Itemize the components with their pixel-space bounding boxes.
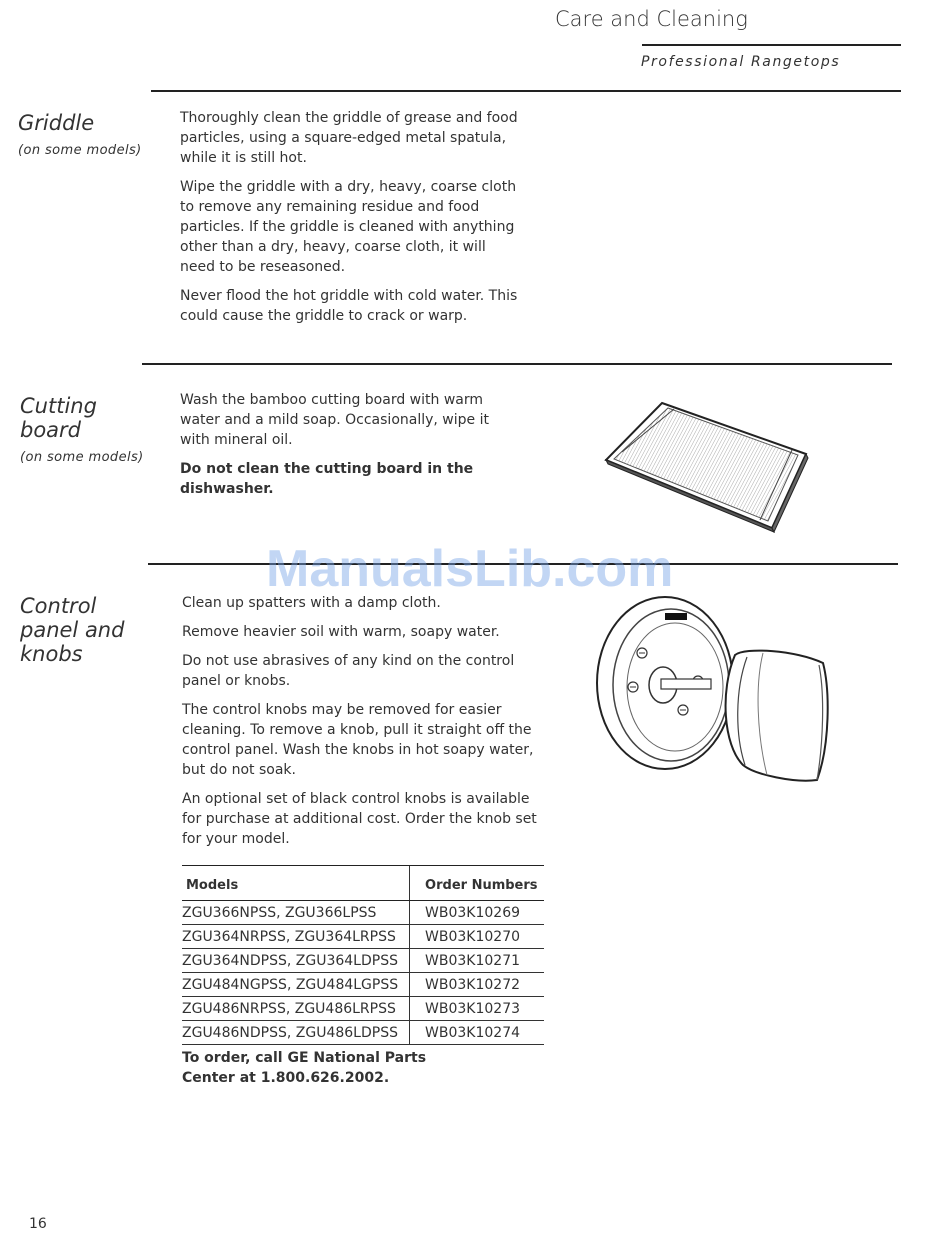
griddle-subtitle: (on some models)	[18, 143, 142, 158]
order-number-cell: WB03K10271	[410, 949, 544, 973]
table-row	[182, 901, 544, 925]
table-row	[182, 973, 544, 997]
order-number-cell: WB03K10273	[410, 997, 544, 1021]
griddle-body	[180, 108, 525, 335]
knob-order-table	[182, 865, 544, 1045]
column-header-models: Models	[182, 866, 410, 901]
model-cell: ZGU364NRPSS, ZGU364LRPSS	[182, 925, 410, 949]
order-number-cell: WB03K10274	[410, 1021, 544, 1045]
griddle-paragraph: Thoroughly clean the griddle of grease and food particles, using a square-edged metal spatula, while it is still hot.	[180, 110, 518, 166]
griddle-title: Griddle	[18, 111, 95, 135]
model-cell: ZGU366NPSS, ZGU366LPSS	[182, 901, 410, 925]
column-header-order-numbers: Order Numbers	[410, 866, 544, 901]
order-number-cell: WB03K10270	[410, 925, 544, 949]
cutting-board-warning: Do not clean the cutting board in the dishwasher.	[180, 461, 474, 497]
control-panel-paragraph: Clean up spatters with a damp cloth.	[182, 595, 441, 611]
table-row	[182, 949, 544, 973]
model-cell: ZGU486NDPSS, ZGU486LDPSS	[182, 1021, 410, 1045]
table-row	[182, 925, 544, 949]
header-subtitle: Professional Rangetops	[641, 54, 841, 70]
griddle-paragraph: Never flood the hot griddle with cold water. This could cause the griddle to crack or warp.	[180, 288, 518, 324]
section-rule-griddle	[142, 363, 892, 365]
table-row	[182, 997, 544, 1021]
control-knob-illustration	[595, 595, 830, 785]
control-panel-title: Control panel and knobs	[20, 594, 125, 666]
order-number-cell: WB03K10272	[410, 973, 544, 997]
table-row	[182, 1021, 544, 1045]
page-number: 16	[29, 1216, 47, 1232]
cutting-board-title: Cutting board	[20, 394, 97, 442]
control-panel-paragraph: An optional set of black control knobs is available for purchase at additional cost. Order the knob set for your model.	[182, 791, 537, 847]
cutting-board-illustration	[600, 400, 812, 535]
cutting-board-subtitle: (on some models)	[20, 450, 144, 465]
model-cell: ZGU364NDPSS, ZGU364LDPSS	[182, 949, 410, 973]
control-panel-paragraph: Do not use abrasives of any kind on the control panel or knobs.	[182, 653, 515, 689]
model-cell: ZGU486NRPSS, ZGU486LRPSS	[182, 997, 410, 1021]
watermark: ManualsLib.com	[266, 540, 674, 598]
control-panel-paragraph: The control knobs may be removed for easier cleaning. To remove a knob, pull it straight off the control panel. Wash the knobs in hot soapy water, but do not soak.	[182, 702, 534, 778]
control-panel-body	[182, 593, 542, 858]
header-title: Care and Cleaning	[555, 7, 748, 31]
control-panel-paragraph: Remove heavier soil with warm, soapy water.	[182, 624, 500, 640]
cutting-board-paragraph: Wash the bamboo cutting board with warm water and a mild soap. Occasionally, wipe it with mineral oil.	[180, 392, 489, 448]
table-header-row	[182, 866, 544, 901]
order-number-cell: WB03K10269	[410, 901, 544, 925]
griddle-paragraph: Wipe the griddle with a dry, heavy, coarse cloth to remove any remaining residue and food particles. If the griddle is cleaned with anything other than a dry, heavy, coarse cloth, it will need to be reseasoned.	[180, 179, 517, 275]
header-rule	[642, 44, 901, 46]
model-cell: ZGU484NGPSS, ZGU484LGPSS	[182, 973, 410, 997]
order-note: To order, call GE National Parts Center at 1.800.626.2002.	[182, 1050, 427, 1086]
cutting-board-body	[180, 390, 510, 508]
section-rule-top	[151, 90, 901, 92]
